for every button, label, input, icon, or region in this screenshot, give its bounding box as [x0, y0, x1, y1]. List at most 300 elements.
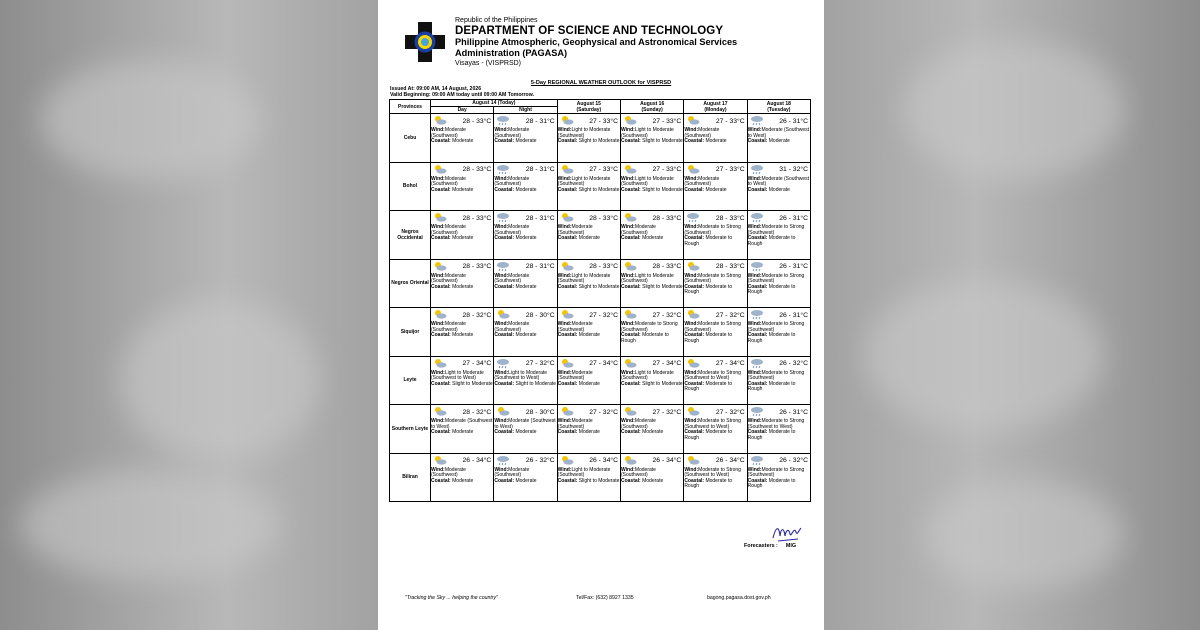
letterhead: [455, 16, 737, 68]
coastal-value: Moderate: [578, 380, 600, 387]
coastal-value: Moderate: [452, 332, 474, 339]
forecast-cell: [747, 162, 810, 211]
coastal-forecast: [684, 333, 746, 344]
wind-value: Moderate (Southwest): [620, 224, 656, 236]
partly-cloudy-icon: [560, 212, 574, 224]
forecast-cell: [747, 211, 810, 260]
forecast-cell: [431, 162, 494, 211]
wind-value: Moderate to Strong (Southwest): [684, 321, 741, 333]
wind-value: Moderate to Strong (Southwest to West): [684, 418, 741, 430]
cloudy-rain-icon: [496, 115, 510, 127]
coastal-value: Moderate to Rough: [684, 477, 733, 490]
forecast-cell: [684, 356, 747, 405]
coastal-label: Coastal:: [494, 477, 515, 484]
wind-label: Wind:: [684, 224, 699, 230]
forecasters-label: Forecasters :: [744, 543, 778, 549]
coastal-label: Coastal:: [620, 235, 641, 242]
coastal-forecast: [431, 430, 493, 436]
coastal-forecast: [431, 236, 493, 242]
coastal-label: Coastal:: [620, 477, 641, 484]
temperature-range: 28 - 31°C: [525, 166, 555, 173]
coastal-value: Slight to Moderate: [578, 138, 620, 145]
partly-cloudy-icon: [623, 358, 637, 370]
wind-label: Wind:: [557, 369, 572, 376]
wind-label: Wind:: [620, 466, 635, 473]
coastal-label: Coastal:: [684, 429, 705, 436]
wind-value: Moderate to Strong (Southwest): [747, 272, 805, 285]
wind-value: Moderate (Southwest): [620, 466, 656, 479]
province-name: Siquijor: [390, 308, 431, 357]
cloudy-rain-icon: [750, 164, 764, 176]
table-row: [390, 211, 811, 260]
day-header-3: August 17 (Monday): [684, 100, 747, 114]
forecast-cell: [684, 114, 747, 163]
coastal-value: Moderate: [642, 235, 664, 242]
wind-label: Wind:: [557, 418, 572, 424]
coastal-forecast: [558, 333, 620, 339]
wind-label: Wind:: [620, 175, 635, 182]
wind-value: Moderate (Southwest): [494, 466, 530, 479]
cloudy-rain-icon: [750, 455, 764, 467]
wind-value: Light to Moderate (Southwest): [620, 369, 674, 382]
partly-cloudy-icon: [433, 164, 447, 176]
wind-value: Moderate (Southwest): [431, 321, 466, 333]
wind-value: Moderate (Southwest): [557, 224, 593, 236]
wind-label: Wind:: [620, 272, 635, 279]
temperature-range: 27 - 32°C: [652, 408, 682, 416]
coastal-forecast: [748, 139, 810, 145]
forecast-cell: [620, 259, 683, 308]
agency-name-line2: Administration (PAGASA): [455, 48, 568, 58]
coastal-forecast: [494, 285, 556, 291]
coastal-label: Coastal:: [431, 332, 451, 339]
temperature-range: 27 - 33°C: [652, 166, 682, 173]
partly-cloudy-icon: [433, 212, 447, 224]
wind-value: Moderate to Strong (Southwest): [747, 321, 805, 333]
coastal-value: Slight to Moderate: [642, 380, 683, 387]
coastal-forecast: [684, 382, 746, 393]
coastal-label: Coastal:: [431, 283, 451, 290]
wind-value: Light to Moderate (Southwest): [557, 272, 611, 285]
temperature-range: 27 - 33°C: [652, 117, 682, 125]
partly-cloudy-icon: [433, 261, 447, 273]
temperature-range: 26 - 34°C: [715, 457, 745, 464]
partly-cloudy-icon: [623, 164, 637, 176]
wind-value: Moderate (Southwest): [431, 127, 466, 139]
cloudy-rain-icon: [496, 212, 510, 224]
wind-label: Wind:: [747, 224, 762, 230]
wind-value: Moderate to Strong (Southwest): [684, 224, 741, 236]
forecast-cell: [557, 162, 620, 211]
today-header: August 14 (Today): [431, 100, 558, 107]
coastal-value: Moderate: [515, 235, 537, 242]
coastal-forecast: [621, 139, 683, 145]
temperature-range: 27 - 33°C: [715, 166, 745, 173]
wind-label: Wind:: [620, 224, 635, 230]
partly-cloudy-icon: [623, 309, 637, 321]
wind-label: Wind:: [494, 321, 509, 327]
partly-cloudy-icon: [560, 455, 574, 467]
wind-value: Moderate (Southwest to West): [747, 175, 810, 188]
cloudy-rain-icon: [496, 455, 510, 467]
temperature-range: 27 - 34°C: [652, 360, 682, 367]
coastal-label: Coastal:: [431, 477, 451, 484]
coastal-forecast: [621, 333, 683, 344]
coastal-forecast: [748, 430, 810, 441]
forecast-cell: [684, 405, 747, 454]
forecast-cell: [557, 405, 620, 454]
forecast-cell: [747, 114, 810, 163]
wind-value: Light to Moderate (Southwest): [557, 175, 611, 188]
wind-label: Wind:: [431, 418, 445, 424]
temperature-range: 26 - 34°C: [652, 457, 682, 464]
coastal-label: Coastal:: [431, 138, 451, 145]
forecast-cell: [620, 162, 683, 211]
wind-label: Wind:: [557, 224, 572, 230]
cloudy-rain-icon: [496, 358, 510, 370]
wind-value: Moderate (Southwest to West): [747, 127, 810, 139]
coastal-label: Coastal:: [431, 235, 451, 242]
coastal-forecast: [621, 285, 683, 291]
wind-value: Moderate (Southwest): [494, 127, 530, 139]
coastal-value: Moderate to Rough: [684, 283, 733, 296]
forecast-cell: [557, 211, 620, 260]
coastal-forecast: [684, 236, 746, 247]
wind-label: Wind:: [684, 466, 699, 473]
coastal-value: Moderate: [578, 332, 600, 339]
coastal-forecast: [558, 382, 620, 388]
wind-label: Wind:: [684, 272, 699, 279]
coastal-value: Moderate: [452, 283, 474, 290]
temperature-range: 27 - 32°C: [525, 360, 555, 367]
wind-value: Moderate (Southwest): [431, 175, 466, 188]
coastal-label: Coastal:: [557, 332, 578, 339]
province-name: Cebu: [390, 114, 431, 163]
partly-cloudy-icon: [686, 358, 700, 370]
wind-label: Wind:: [494, 272, 509, 279]
partly-cloudy-icon: [623, 261, 637, 273]
footer-telfax: Tel/Fax: (632) 8927 1335: [576, 595, 634, 601]
coastal-value: Slight to Moderate: [578, 477, 620, 484]
cloudy-rain-icon: [750, 309, 764, 321]
wind-label: Wind:: [684, 321, 699, 327]
document-page: [378, 0, 824, 630]
wind-label: Wind:: [494, 175, 509, 182]
forecast-cell: [557, 356, 620, 405]
table-row: [390, 356, 811, 405]
coastal-forecast: [748, 188, 810, 194]
wind-label: Wind:: [431, 224, 445, 230]
wind-value: Light to Moderate (Southwest): [620, 127, 674, 139]
wind-label: Wind:: [431, 321, 445, 327]
coastal-value: Moderate to Rough: [684, 429, 733, 441]
partly-cloudy-icon: [686, 406, 700, 418]
coastal-forecast: [494, 382, 556, 388]
department-title: DEPARTMENT OF SCIENCE AND TECHNOLOGY: [455, 25, 724, 37]
partly-cloudy-icon: [560, 115, 574, 127]
wind-label: Wind:: [494, 224, 509, 230]
coastal-label: Coastal:: [684, 380, 705, 387]
coastal-label: Coastal:: [557, 477, 578, 484]
day-header-2: August 16 (Sunday): [620, 100, 683, 114]
coastal-label: Coastal:: [747, 283, 768, 290]
coastal-value: Slight to Moderate: [642, 138, 683, 145]
wind-value: Light to Moderate (Southwest): [620, 175, 674, 188]
coastal-label: Coastal:: [494, 332, 515, 339]
province-name: Leyte: [390, 356, 431, 405]
wind-value: Moderate to Strong (Southwest): [747, 466, 805, 479]
coastal-forecast: [558, 188, 620, 194]
coastal-value: Moderate: [515, 283, 537, 290]
coastal-value: Slight to Moderate: [452, 380, 493, 387]
wind-value: Moderate to Strong (Southwest): [620, 321, 678, 333]
coastal-value: Moderate to Rough: [684, 235, 733, 247]
forecast-cell: [494, 308, 557, 357]
wind-value: Moderate to Strong (Southwest to West): [684, 369, 741, 382]
temperature-range: 28 - 30°C: [525, 408, 555, 416]
temperature-range: 26 - 32°C: [779, 457, 808, 464]
wind-label: Wind:: [747, 127, 762, 133]
partly-cloudy-icon: [433, 115, 447, 127]
coastal-forecast: [621, 479, 683, 485]
coastal-value: Moderate: [515, 138, 537, 145]
partly-cloudy-icon: [560, 309, 574, 321]
forecast-cell: [431, 114, 494, 163]
wind-value: Moderate to Strong (Southwest to West): [684, 466, 741, 479]
coastal-label: Coastal:: [684, 235, 705, 242]
coastal-forecast: [621, 236, 683, 242]
coastal-forecast: [494, 236, 556, 242]
coastal-value: Moderate: [515, 332, 537, 339]
footer-website: bagong.pagasa.dost.gov.ph: [707, 595, 771, 601]
temperature-range: 28 - 33°C: [589, 263, 618, 270]
wind-label: Wind:: [494, 418, 509, 424]
partly-cloudy-icon: [623, 115, 637, 127]
coastal-forecast: [558, 430, 620, 436]
signature-icon: [770, 522, 804, 544]
today-day-header: Day: [431, 107, 494, 114]
temperature-range: 28 - 31°C: [525, 214, 555, 222]
coastal-forecast: [684, 188, 746, 194]
coastal-label: Coastal:: [747, 186, 768, 193]
partly-cloudy-icon: [560, 261, 574, 273]
coastal-forecast: [431, 382, 493, 388]
wind-label: Wind:: [431, 466, 445, 473]
forecast-cell: [431, 405, 494, 454]
cloudy-rain-icon: [496, 261, 510, 273]
wind-value: Moderate (Southwest): [684, 175, 720, 188]
temperature-range: 27 - 33°C: [589, 166, 618, 173]
region-text: Visayas - (VISPRSD): [455, 60, 521, 67]
coastal-value: Moderate to Rough: [620, 332, 669, 344]
temperature-range: 27 - 33°C: [589, 117, 618, 125]
coastal-value: Moderate to Rough: [747, 332, 796, 344]
temperature-range: 28 - 33°C: [462, 166, 492, 173]
provinces-header: Provinces: [390, 100, 431, 114]
forecast-cell: [494, 405, 557, 454]
coastal-value: Moderate: [452, 186, 474, 193]
coastal-value: Slight to Moderate: [515, 380, 557, 387]
coastal-forecast: [684, 479, 746, 490]
forecast-cell: [747, 356, 810, 405]
coastal-value: Slight to Moderate: [642, 283, 683, 290]
day-header-4: August 18 (Tuesday): [747, 100, 810, 114]
coastal-label: Coastal:: [684, 138, 705, 145]
wind-value: Moderate (Southwest): [557, 418, 593, 430]
wind-label: Wind:: [684, 418, 699, 424]
background-right: [824, 0, 1200, 630]
wind-label: Wind:: [557, 321, 572, 327]
temperature-range: 26 - 31°C: [779, 214, 808, 222]
wind-value: Moderate (Southwest): [684, 127, 720, 139]
partly-cloudy-icon: [433, 309, 447, 321]
coastal-value: Moderate to Rough: [747, 429, 796, 441]
coastal-label: Coastal:: [684, 283, 705, 290]
coastal-label: Coastal:: [494, 380, 515, 387]
coastal-label: Coastal:: [494, 138, 515, 145]
coastal-value: Slight to Moderate: [642, 186, 683, 193]
cloudy-rain-icon: [750, 115, 764, 127]
coastal-forecast: [684, 430, 746, 441]
wind-label: Wind:: [747, 466, 762, 473]
wind-label: Wind:: [747, 272, 762, 279]
forecast-cell: [747, 453, 810, 502]
partly-cloudy-icon: [686, 455, 700, 467]
temperature-range: 28 - 33°C: [462, 117, 492, 125]
forecast-cell: [431, 308, 494, 357]
wind-value: Moderate (Southwest): [494, 175, 530, 188]
coastal-forecast: [748, 479, 810, 490]
coastal-forecast: [494, 139, 556, 145]
province-name: Southern Leyte: [390, 405, 431, 454]
today-night-header: Night: [494, 107, 557, 114]
outlook-title: 5-Day REGIONAL WEATHER OUTLOOK for VISPRSD: [530, 80, 672, 86]
partly-cloudy-icon: [433, 406, 447, 418]
coastal-label: Coastal:: [620, 332, 641, 339]
table-row: [390, 405, 811, 454]
wind-value: Moderate (Southwest): [494, 321, 530, 333]
wind-label: Wind:: [494, 369, 509, 376]
issued-at: Issued At: 09:00 AM, 14 August, 2026: [390, 86, 482, 92]
wind-label: Wind:: [557, 272, 572, 279]
temperature-range: 28 - 33°C: [652, 263, 682, 270]
forecasters: [744, 543, 796, 549]
forecast-cell: [557, 114, 620, 163]
coastal-value: Moderate: [515, 477, 537, 484]
partly-cloudy-icon: [560, 358, 574, 370]
wind-value: Moderate (Southwest to West): [494, 418, 556, 430]
partly-cloudy-icon: [433, 358, 447, 370]
issue-info: [390, 86, 534, 98]
coastal-value: Moderate: [452, 477, 474, 484]
coastal-label: Coastal:: [747, 332, 768, 339]
partly-cloudy-icon: [686, 309, 700, 321]
wind-label: Wind:: [684, 175, 699, 182]
partly-cloudy-icon: [433, 455, 447, 467]
temperature-range: 27 - 32°C: [715, 311, 745, 319]
forecast-cell: [494, 356, 557, 405]
coastal-value: Moderate to Rough: [747, 477, 796, 490]
temperature-range: 28 - 33°C: [462, 214, 492, 222]
footer-tagline: "Tracking the Sky ... helping the country": [405, 595, 498, 601]
temperature-range: 28 - 31°C: [525, 117, 555, 125]
coastal-label: Coastal:: [620, 186, 641, 193]
coastal-forecast: [431, 333, 493, 339]
wind-value: Moderate (Southwest to West): [431, 418, 493, 430]
forecast-cell: [557, 453, 620, 502]
coastal-value: Moderate: [452, 235, 474, 242]
coastal-value: Moderate to Rough: [684, 380, 733, 393]
forecast-cell: [431, 356, 494, 405]
partly-cloudy-icon: [496, 406, 510, 418]
temperature-range: 28 - 33°C: [715, 214, 745, 222]
coastal-value: Moderate: [768, 138, 790, 145]
wind-value: Moderate (Southwest): [494, 272, 530, 285]
coastal-label: Coastal:: [494, 429, 515, 436]
coastal-label: Coastal:: [620, 138, 641, 145]
wind-value: Moderate (Southwest): [557, 369, 593, 382]
temperature-range: 28 - 33°C: [589, 214, 618, 222]
coastal-label: Coastal:: [684, 332, 705, 339]
coastal-label: Coastal:: [620, 380, 641, 387]
temperature-range: 27 - 34°C: [589, 360, 618, 367]
coastal-value: Slight to Moderate: [578, 186, 620, 193]
partly-cloudy-icon: [623, 212, 637, 224]
coastal-label: Coastal:: [557, 380, 578, 387]
wind-value: Moderate to Strong (Southwest): [684, 272, 741, 285]
coastal-value: Moderate to Rough: [684, 332, 733, 344]
table-row: [390, 453, 811, 502]
partly-cloudy-icon: [560, 164, 574, 176]
coastal-value: Moderate: [705, 138, 727, 145]
forecast-cell: [494, 162, 557, 211]
temperature-range: 28 - 31°C: [525, 263, 555, 270]
wind-label: Wind:: [684, 369, 699, 376]
forecast-cell: [684, 162, 747, 211]
temperature-range: 28 - 30°C: [525, 311, 555, 319]
coastal-label: Coastal:: [431, 380, 451, 387]
wind-label: Wind:: [431, 369, 445, 376]
wind-label: Wind:: [431, 272, 445, 279]
table-row: [390, 162, 811, 211]
coastal-value: Moderate: [642, 477, 664, 484]
forecast-cell: [557, 259, 620, 308]
coastal-label: Coastal:: [557, 138, 578, 145]
partly-cloudy-icon: [496, 309, 510, 321]
forecast-cell: [747, 405, 810, 454]
coastal-label: Coastal:: [557, 283, 578, 290]
wind-label: Wind:: [747, 369, 762, 376]
coastal-forecast: [431, 479, 493, 485]
coastal-label: Coastal:: [620, 429, 641, 436]
coastal-forecast: [748, 382, 810, 393]
coastal-label: Coastal:: [557, 186, 578, 193]
wind-label: Wind:: [494, 466, 509, 473]
coastal-value: Moderate: [515, 186, 537, 193]
wind-value: Moderate (Southwest): [431, 466, 466, 479]
coastal-forecast: [558, 285, 620, 291]
temperature-range: 26 - 32°C: [525, 457, 555, 464]
partly-cloudy-icon: [623, 406, 637, 418]
republic-text: Republic of the Philippines: [455, 17, 538, 24]
coastal-label: Coastal:: [747, 138, 768, 145]
cloudy-rain-icon: [750, 358, 764, 370]
agency-name-line1: Philippine Atmospheric, Geophysical and Astronomical Services: [455, 37, 738, 47]
wind-label: Wind:: [431, 127, 445, 133]
background-left: [0, 0, 378, 630]
table-row: [390, 259, 811, 308]
wind-value: Moderate (Southwest): [557, 321, 593, 333]
